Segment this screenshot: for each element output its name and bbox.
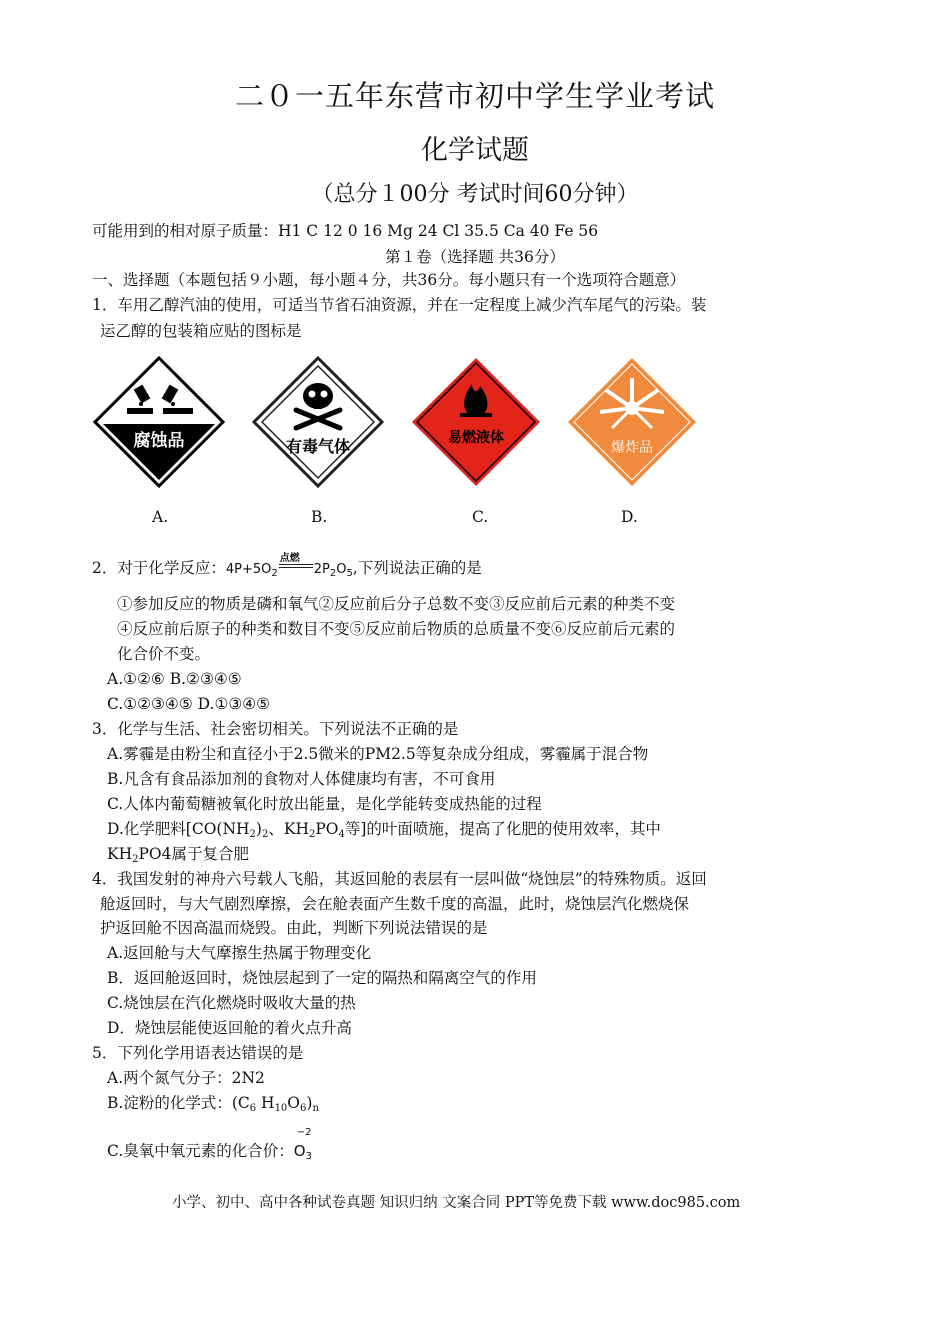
toxic-gas-sign-text: 有毒气体 [285, 437, 351, 456]
q1-stem-line1: 1．车用乙醇汽油的使用，可适当节省石油资源，并在一定程度上减少汽车尾气的污染。装 [92, 296, 707, 314]
exam-subject: 化学试题 [421, 135, 529, 166]
q3-option-d: D.化学肥料[$CO(NH_2)_2$、$KH_2PO_4$等]的叶面喷施，提高了化肥的使用效率，其中 [107, 820, 661, 840]
option-d-label: D. [621, 508, 638, 526]
q2-stem [92, 553, 482, 580]
ozone-formula: −2 $O_3$ [294, 1141, 316, 1161]
option-c-label: C. [472, 508, 489, 526]
exam-title: 二０一五年东营市初中学生学业考试 [234, 79, 715, 113]
q3-option-b: B.凡含有食品添加剂的食物对人体健康均有害，不可食用 [107, 770, 496, 788]
q4-stem-line1: 4．我国发射的神舟六号载人飞船，其返回舱的表层有一层叫做“烧蚀层”的特殊物质。返回 [92, 870, 707, 888]
q2-statements-line2: ④反应前后原子的种类和数目不变⑤反应前后物质的总质量不变⑥反应前后元素的 [117, 620, 676, 638]
footer-text: 小学、初中、高中各种试卷真题 知识归纳 文案合同 PPT等免费下载 www.doc985.com [172, 1195, 741, 1211]
q4-stem-line2: 舱返回时，与大气剧烈摩擦，会在舱表面产生数千度的高温，此时，烧蚀层汽化燃烧保 [100, 895, 690, 913]
q2-statements-line3: 化合价不变。 [117, 645, 211, 663]
ozone-valence: −2 [296, 1127, 312, 1138]
corrosive-sign-icon [93, 356, 225, 488]
q4-option-c: C.烧蚀层在汽化燃烧时吸收大量的热 [107, 994, 356, 1012]
reaction-condition: 点燃 [279, 553, 300, 564]
q3-option-d-cont: $KH_2PO4$属于复合肥 [107, 845, 249, 865]
q2-suffix: ,下列说法正确的是 [352, 559, 482, 577]
q1-stem-line2: 运乙醇的包装箱应贴的图标是 [100, 322, 302, 340]
option-a-label: A. [152, 508, 169, 526]
q4-option-d: D．烧蚀层能使返回舱的着火点升高 [107, 1019, 352, 1037]
q3-stem: 3．化学与生活、社会密切相关。下列说法不正确的是 [92, 720, 459, 738]
q5-stem: 5．下列化学用语表达错误的是 [92, 1044, 304, 1062]
q4-stem-line3: 护返回舱不因高温而烧毁。由此，判断下列说法错误的是 [100, 919, 488, 937]
explosive-sign-icon [566, 356, 698, 488]
exam-info: （总分１00分 考试时间60分钟） [311, 182, 639, 207]
q2-prefix: 2．对于化学反应： [92, 559, 226, 577]
q2-equation: $4P+5O_2$ 点燃 $2P_2O_5$ [226, 562, 353, 577]
q4-option-a: A.返回舱与大气摩擦生热属于物理变化 [107, 944, 372, 962]
reaction-arrow-icon [279, 553, 313, 573]
q4-option-b: B．返回舱返回时，烧蚀层起到了一定的隔热和隔离空气的作用 [107, 969, 537, 987]
toxic-gas-sign-icon [252, 356, 384, 488]
corrosive-sign-text: 腐蚀品 [133, 431, 185, 451]
flammable-liquid-sign-icon [410, 356, 542, 488]
atomic-masses: 可能用到的相对原子质量：H1 C 12 0 16 Mg 24 Cl 35.5 Ca 40 Fe 56 [92, 222, 599, 240]
explosive-sign-text: 爆炸品 [611, 440, 653, 456]
flammable-liquid-sign-text: 易燃液体 [448, 430, 504, 446]
option-b-label: B. [311, 508, 328, 526]
q2-statements-line1: ①参加反应的物质是磷和氧气②反应前后分子总数不变③反应前后元素的种类不变 [117, 595, 676, 613]
q2-options-ab: A.①②⑥ B.②③④⑤ [107, 670, 242, 688]
q2-options-cd: C.①②③④⑤ D.①③④⑤ [107, 695, 271, 713]
q5-option-b: B.淀粉的化学式：($C_6$ $H_{10}O_6)_n$ [107, 1094, 319, 1114]
q3-option-c: C.人体内葡萄糖被氧化时放出能量，是化学能转变成热能的过程 [107, 795, 542, 813]
q5-option-a: A.两个氮气分子：2N2 [107, 1069, 265, 1087]
section-title: 一、选择题（本题包括９小题，每小题４分，共36分。每小题只有一个选项符合题意） [92, 271, 686, 289]
q5-option-c: C.臭氧中氧元素的化合价： −2 $O_3$ [107, 1141, 316, 1161]
q3-option-a: A.雾霾是由粉尘和直径小于2.5微米的PM2.5等复杂成分组成，雾霾属于混合物 [107, 745, 649, 763]
volume-title: 第１卷（选择题 共36分） [385, 248, 565, 266]
